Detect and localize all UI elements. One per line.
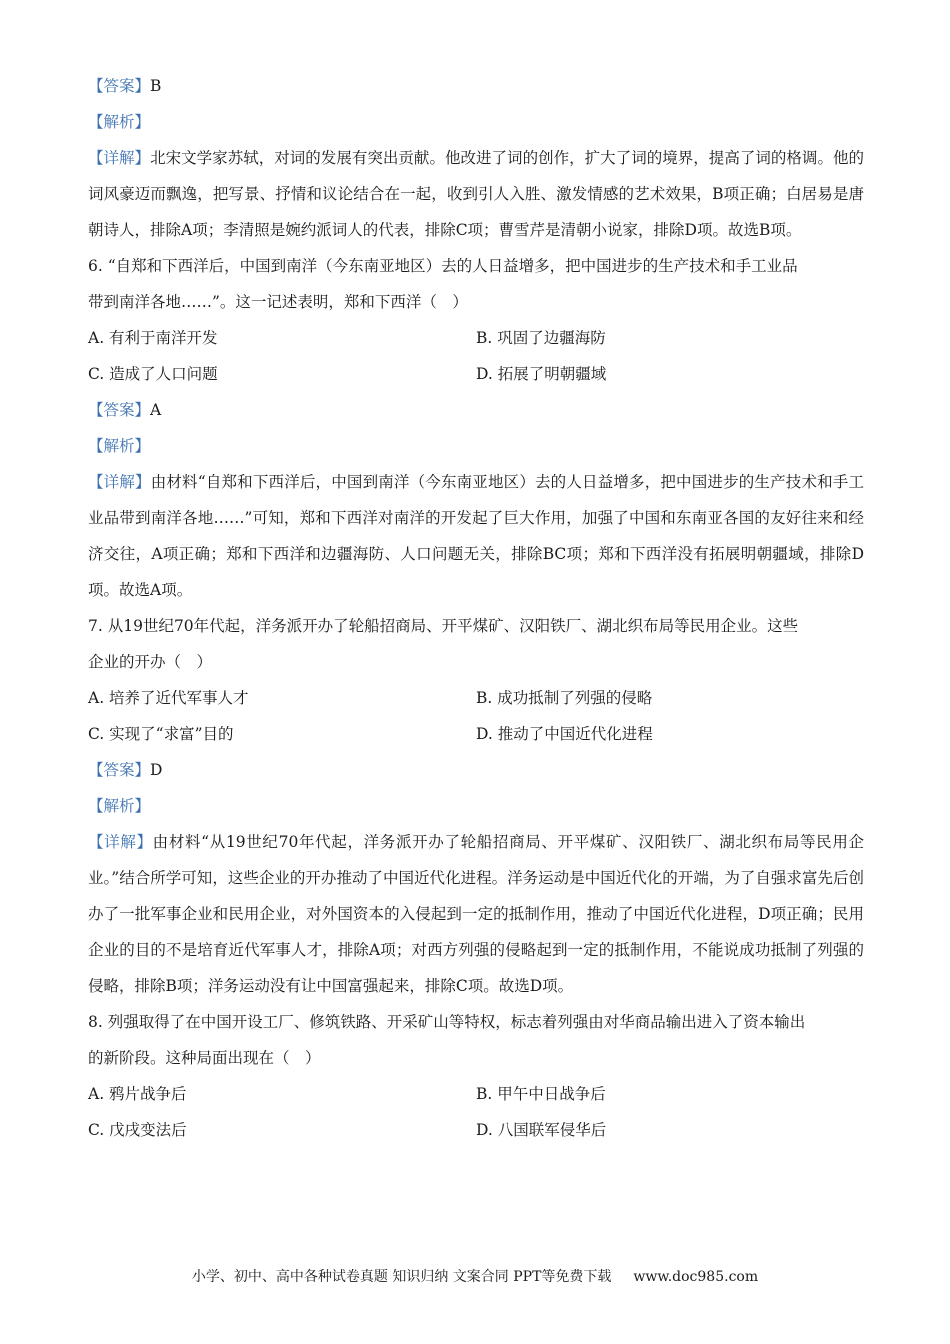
- q6-stem-line2: 带到南洋各地……”。这一记述表明，郑和下西洋（ ）: [88, 293, 468, 311]
- q5-answer-value: B: [150, 77, 162, 95]
- footer-url[interactable]: www.doc985.com: [633, 1269, 759, 1285]
- footer-text: 小学、初中、高中各种试卷真题 知识归纳 文案合同 PPT等免费下载: [191, 1269, 612, 1285]
- q8-stem-line1: 8. 列强取得了在中国开设工厂、修筑铁路、开采矿山等特权，标志着列强由对华商品输出进入了资本输出: [88, 1013, 806, 1031]
- q6-detail-text: 由材料“自郑和下西洋后，中国到南洋（今东南亚地区）去的人日益增多，把中国进步的生产技术和手工业品带到南洋各地……”可知，郑和下西洋对南洋的开发起了巨大作用，加强了中国和东南亚各国的友好往来和经济交往，A项正确；郑和下西洋和边疆海防、人口问题无关，排除BC项；郑和下西洋没有拓展明朝疆域，排除D项。故选A项。: [88, 473, 864, 599]
- q6-option-c: C. 造成了人口问题: [88, 365, 218, 383]
- q8-option-c: C. 戊戌变法后: [88, 1121, 187, 1139]
- q6-options-row1: [88, 320, 864, 356]
- q7-analysis-heading: [88, 788, 864, 824]
- q6-stem-line1: 6. “自郑和下西洋后，中国到南洋（今东南亚地区）去的人日益增多，把中国进步的生产技术和手工业品: [88, 257, 798, 275]
- answer-label: 【答案】: [88, 77, 151, 95]
- q7-answer-value: D: [150, 761, 163, 779]
- q7-option-a: A. 培养了近代军事人才: [88, 689, 249, 707]
- analysis-label: 【解析】: [88, 437, 151, 455]
- q5-analysis-heading: [88, 104, 864, 140]
- q7-answer: [88, 752, 864, 788]
- q8-option-a: A. 鸦片战争后: [88, 1085, 187, 1103]
- q7-stem-line1: 7. 从19世纪70年代起，洋务派开办了轮船招商局、开平煤矿、汉阳铁厂、湖北织布局等民用企业。这些: [88, 617, 799, 635]
- q6-option-b: B. 巩固了边疆海防: [476, 329, 606, 347]
- q8-stem-line2: 的新阶段。这种局面出现在（ ）: [88, 1049, 321, 1067]
- q6-answer-value: A: [150, 401, 162, 419]
- q8-options-row2: [88, 1112, 864, 1148]
- q6-option-a: A. 有利于南洋开发: [88, 329, 218, 347]
- q6-answer: [88, 392, 864, 428]
- q8-options-row1: [88, 1076, 864, 1112]
- q7-options-row2: [88, 716, 864, 752]
- page-footer: [0, 1266, 950, 1286]
- analysis-label: 【解析】: [88, 113, 151, 131]
- detail-label: 【详解】: [88, 833, 153, 851]
- q7-option-b: B. 成功抵制了列强的侵略: [476, 689, 653, 707]
- q8-option-d: D. 八国联军侵华后: [476, 1121, 607, 1139]
- document-body: [88, 68, 864, 1148]
- q7-detail: [88, 824, 864, 1004]
- q7-option-d: D. 推动了中国近代化进程: [476, 725, 653, 743]
- q6-options-row2: [88, 356, 864, 392]
- analysis-label: 【解析】: [88, 797, 151, 815]
- answer-label: 【答案】: [88, 401, 151, 419]
- q6-option-d: D. 拓展了明朝疆域: [476, 365, 607, 383]
- q6-analysis-heading: [88, 428, 864, 464]
- q7-options-row1: [88, 680, 864, 716]
- detail-label: 【详解】: [88, 473, 151, 491]
- q5-answer: [88, 68, 864, 104]
- q7-option-c: C. 实现了“求富”目的: [88, 725, 234, 743]
- q7-stem-line2: 企业的开办（ ）: [88, 653, 213, 671]
- detail-label: 【详解】: [88, 149, 151, 167]
- q6-detail: [88, 464, 864, 608]
- answer-label: 【答案】: [88, 761, 151, 779]
- q5-detail: [88, 140, 864, 248]
- q5-detail-text: 北宋文学家苏轼，对词的发展有突出贡献。他改进了词的创作，扩大了词的境界，提高了词的格调。他的词风豪迈而飘逸，把写景、抒情和议论结合在一起，收到引人入胜、激发情感的艺术效果，B项正确；白居易是唐朝诗人，排除A项；李清照是婉约派词人的代表，排除C项；曹雪芹是清朝小说家，排除D项。故选B项。: [88, 149, 864, 239]
- q8-option-b: B. 甲午中日战争后: [476, 1085, 606, 1103]
- q7-detail-text: 由材料“从19世纪70年代起，洋务派开办了轮船招商局、开平煤矿、汉阳铁厂、湖北织布局等民用企业。”结合所学可知，这些企业的开办推动了中国近代化进程。洋务运动是中国近代化的开端，为了自强求富先后创办了一批军事企业和民用企业，对外国资本的入侵起到一定的抵制作用，推动了中国近代化进程，D项正确；民用企业的目的不是培育近代军事人才，排除A项；对西方列强的侵略起到一定的抵制作用，不能说成功抵制了列强的侵略，排除B项；洋务运动没有让中国富强起来，排除C项。故选D项。: [88, 833, 864, 995]
